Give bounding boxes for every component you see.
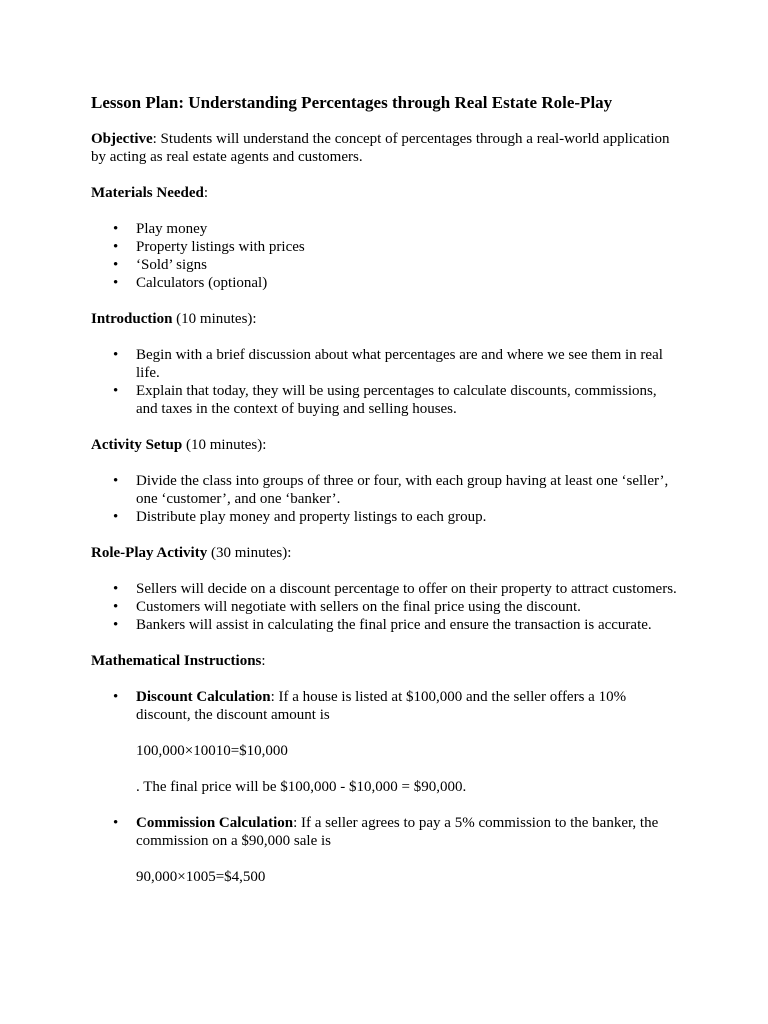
activity-setup-label: Activity Setup <box>91 437 183 453</box>
materials-list <box>91 220 681 292</box>
materials-suffix: : <box>203 185 209 201</box>
list-item: • Customers will negotiate with sellers on the final price using the discount. <box>136 598 681 616</box>
activity-setup-list <box>91 472 681 526</box>
introduction-label: Introduction <box>91 311 173 327</box>
materials-heading <box>91 184 681 202</box>
document-page <box>91 92 681 904</box>
list-item: • Begin with a brief discussion about what percentages are and where we see them in real life. <box>136 346 681 382</box>
role-play-heading <box>91 544 681 562</box>
objective-paragraph <box>91 130 681 166</box>
discount-formula: 100,000×10010=$10,000 <box>136 743 288 759</box>
list-item: • Sellers will decide on a discount percentage to offer on their property to attract customers. <box>136 580 681 598</box>
discount-result: . The final price will be $100,000 - $10,000 = $90,000. <box>136 779 467 795</box>
math-instructions-list <box>91 688 681 886</box>
list-item: • Explain that today, they will be using percentages to calculate discounts, commissions, and taxes in the context of buying and selling houses. <box>136 382 681 418</box>
list-item: • Bankers will assist in calculating the final price and ensure the transaction is accurate. <box>136 616 681 634</box>
list-item: • Property listings with prices <box>136 238 681 256</box>
math-instructions-heading <box>91 652 681 670</box>
introduction-suffix: (10 minutes): <box>172 311 257 327</box>
math-instructions-label: Mathematical Instructions <box>91 653 262 669</box>
activity-setup-heading <box>91 436 681 454</box>
list-item: • ‘Sold’ signs <box>136 256 681 274</box>
commission-formula: 90,000×1005=$4,500 <box>136 869 266 885</box>
list-item: • Calculators (optional) <box>136 274 681 292</box>
materials-label: Materials Needed <box>91 185 204 201</box>
list-item: • Play money <box>136 220 681 238</box>
activity-setup-suffix: (10 minutes): <box>182 437 267 453</box>
document-title: Lesson Plan: Understanding Percentages through Real Estate Role-Play <box>91 93 613 112</box>
role-play-list <box>91 580 681 634</box>
role-play-label: Role-Play Activity <box>91 545 208 561</box>
role-play-suffix: (30 minutes): <box>207 545 292 561</box>
math-instructions-suffix: : <box>261 653 266 669</box>
discount-label: Discount Calculation <box>136 689 271 705</box>
discount-intro <box>136 688 681 724</box>
commission-intro <box>136 814 681 850</box>
introduction-list <box>91 346 681 418</box>
list-item-commission <box>136 814 681 886</box>
commission-label: Commission Calculation <box>136 815 294 831</box>
objective-text: : Students will understand the concept of percentages through a real-world application by acting as real estate agents and customers. <box>91 131 670 165</box>
objective-label: Objective <box>91 131 153 147</box>
list-item: • Distribute play money and property listings to each group. <box>136 508 681 526</box>
introduction-heading <box>91 310 681 328</box>
list-item-discount <box>136 688 681 796</box>
discount-text: : If a house is listed at $100,000 and the seller offers a 10% discount, the discount amount is <box>136 689 627 723</box>
list-item: • Divide the class into groups of three or four, with each group having at least one ‘seller’, one ‘customer’, and one ‘banker’. <box>136 472 681 508</box>
commission-text: : If a seller agrees to pay a 5% commission to the banker, the commission on a $90,000 sale is <box>136 815 659 849</box>
